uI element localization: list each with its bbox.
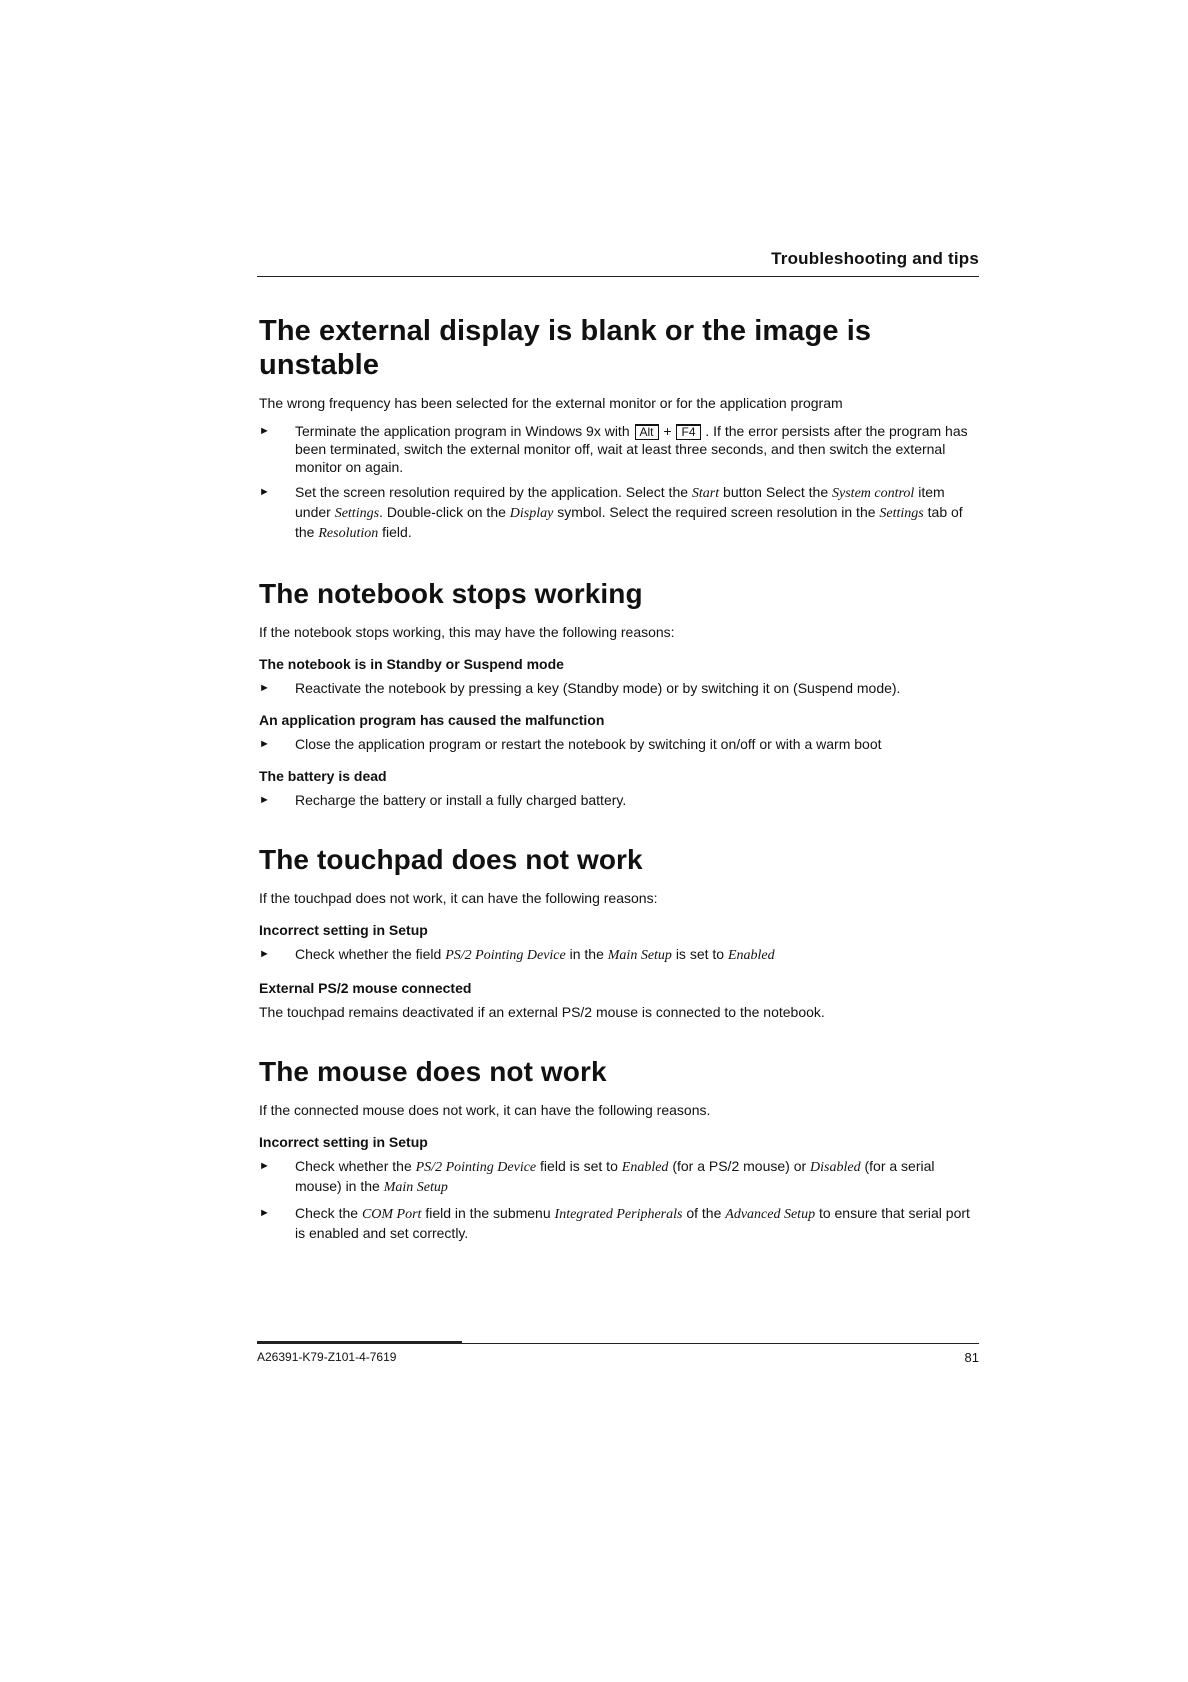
- bullet-arrow-icon: ►: [259, 1160, 270, 1172]
- step-list: [259, 1157, 981, 1242]
- bullet-arrow-icon: ►: [259, 1207, 270, 1219]
- page-number: 81: [964, 1350, 979, 1365]
- section-intro: If the connected mouse does not work, it can have the following reasons.: [259, 1102, 711, 1118]
- cause-heading: An application program has caused the malfunction: [259, 712, 605, 728]
- f4-key-icon: F4: [676, 424, 700, 440]
- section-notebook-stops: [259, 577, 981, 809]
- step-list: [259, 679, 981, 697]
- step-list: [259, 945, 981, 965]
- bullet-arrow-icon: ►: [259, 948, 270, 960]
- section-mouse: [259, 1055, 981, 1242]
- bullet-arrow-icon: ►: [259, 794, 270, 806]
- section-intro: If the touchpad does not work, it can have the following reasons:: [259, 890, 658, 906]
- step-item: ► Check whether the PS/2 Pointing Device field is set to Enabled (for a PS/2 mouse) or Disabled (for a serial mouse) in the Main Setup: [259, 1158, 935, 1195]
- step-list: [259, 422, 981, 543]
- step-list: [259, 791, 981, 809]
- step-item: ► Set the screen resolution required by the application. Select the Start button Select the System control item under Settings. Double-click on the Display symbol. Select the required screen resolution in the Settings tab of the Resolution field.: [259, 484, 963, 541]
- section-intro: If the notebook stops working, this may have the following reasons:: [259, 624, 675, 640]
- bullet-arrow-icon: ►: [259, 486, 270, 498]
- cause-heading: The notebook is in Standby or Suspend mode: [259, 656, 564, 672]
- cause-text: The touchpad remains deactivated if an external PS/2 mouse is connected to the notebook.: [259, 1004, 825, 1020]
- section-title: The notebook stops working: [259, 578, 643, 609]
- running-header: Troubleshooting and tips: [771, 249, 979, 268]
- section-title: The touchpad does not work: [259, 844, 643, 875]
- cause-heading: The battery is dead: [259, 768, 387, 784]
- cause-heading: Incorrect setting in Setup: [259, 922, 428, 938]
- section-title: The external display is blank or the image is unstable: [259, 315, 872, 381]
- step-item: ► Check whether the field PS/2 Pointing Device in the Main Setup is set to Enabled: [259, 946, 775, 963]
- section-intro: The wrong frequency has been selected for the external monitor or for the application program: [259, 395, 843, 411]
- section-title: The mouse does not work: [259, 1056, 607, 1087]
- bullet-arrow-icon: ►: [259, 682, 270, 694]
- step-list: [259, 735, 981, 753]
- bullet-arrow-icon: ►: [259, 425, 270, 437]
- step-item: ► Terminate the application program in Windows 9x with Alt + F4 . If the error persists after the program has been terminated, switch the external monitor off, wait at least three seconds, and then switch the external monitor on again.: [259, 423, 968, 475]
- document-number: A26391-K79-Z101-4-7619: [257, 1350, 397, 1364]
- alt-key-icon: Alt: [635, 424, 659, 440]
- header-rule: [257, 276, 979, 277]
- step-item: ► Recharge the battery or install a fully charged battery.: [259, 792, 627, 808]
- bullet-arrow-icon: ►: [259, 738, 270, 750]
- page-content: [259, 314, 981, 1276]
- section-external-display: [259, 314, 981, 543]
- step-item: ► Close the application program or restart the notebook by switching it on/off or with a warm boot: [259, 736, 882, 752]
- footer-rule: [257, 1343, 979, 1344]
- cause-heading: Incorrect setting in Setup: [259, 1134, 428, 1150]
- step-item: ► Reactivate the notebook by pressing a key (Standby mode) or by switching it on (Suspend mode).: [259, 680, 901, 696]
- section-touchpad: [259, 843, 981, 1021]
- cause-heading: External PS/2 mouse connected: [259, 980, 472, 996]
- step-item: ► Check the COM Port field in the submenu Integrated Peripherals of the Advanced Setup to ensure that serial port is enabled and set correctly.: [259, 1205, 970, 1241]
